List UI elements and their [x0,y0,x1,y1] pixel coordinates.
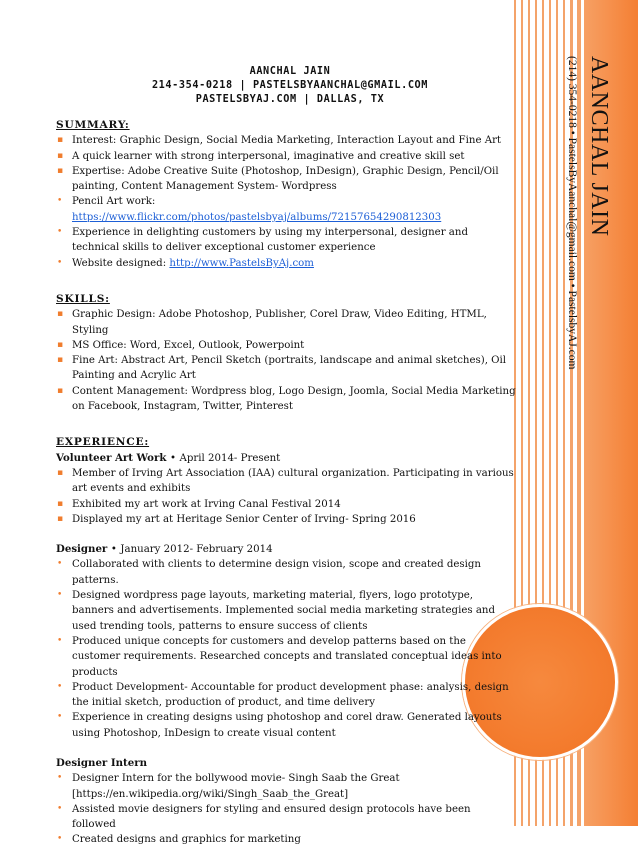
list-item: • Pencil Art work: https://www.flickr.com/photos/pastelsbyaj/albums/72157654290812303 [57,196,442,223]
list-item: ▪ Displayed my art at Heritage Senior Center of Irving- Spring 2016 [56,512,516,527]
list-item: • Designed wordpress page layouts, marketing material, flyers, logo prototype, banners and advertisements. Implemented social media marketing strategies and used trending tools, patterns to ensure success of clients [57,590,495,632]
bullet-icon: • [57,196,63,207]
list-item: • Experience in creating designs using photoshop and corel draw. Generated layouts using Photoshop, InDesign to create visual content [57,712,502,739]
resume-body [56,118,516,848]
job-title: Designer Intern [56,756,147,769]
list-item: ▪ Expertise: Adobe Creative Suite (Photoshop, InDesign), Graphic Design, Pencil/Oil painting, Content Management System- Wordpress [57,165,499,193]
job-duties-list [56,771,516,847]
list-item: ▪ Exhibited my art work at Irving Canal Festival 2014 [56,497,516,512]
list-item: ▪ MS Office: Word, Excel, Outlook, Powerpoint [56,338,516,353]
bullet-icon: • [57,590,63,601]
bullet-icon: ▪ [57,498,64,509]
list-item: ▪ Content Management: Wordpress blog, Logo Design, Joomla, Social Media Marketing on Facebook, Instagram, Twitter, Pinterest [57,385,516,413]
header-name: AANCHAL JAIN [249,66,331,77]
list-item: • Produced unique concepts for customers and develop patterns based on the customer requirements. Researched concepts and translated conceptual ideas into products [57,635,502,678]
job-duties-list [56,466,516,527]
pencil-art-link[interactable]: https://www.flickr.com/photos/pastelsbyaj/albums/72157654290812303 [72,211,442,223]
skills-list [56,307,516,414]
bullet-icon: • [57,227,63,238]
bullet-icon: • [57,712,63,723]
bullet-icon: ▪ [57,309,64,320]
list-item: • Product Development- Accountable for product development phase: analysis, design the initial sketch, production of product, and time delivery [57,681,509,709]
sidebar-contact: (214) 354-0218 • PastelsByAanchal@gmail.com • PastelsbyAJ.com [566,56,578,370]
website-link[interactable]: http://www.PastelsByAj.com [169,257,314,269]
list-item: ▪ A quick learner with strong interpersonal, imaginative and creative skill set [56,149,516,164]
list-item: • Created designs and graphics for marketing [56,832,516,847]
list-item: • Designer Intern for the bollywood movie- Singh Saab the Great [https://en.wikipedia.org/wiki/Singh_Saab_the_Great] [57,773,400,800]
experience-heading: EXPERIENCE: [56,436,150,449]
list-item: • Collaborated with clients to determine design vision, scope and created design patterns. [57,559,481,586]
bullet-icon: • [57,803,63,814]
job-duties-list [56,557,516,741]
list-item: ▪ Member of Irving Art Association (IAA) cultural organization. Participating in various art events and exhibits [57,467,514,495]
header-website-location: PASTELSBYAJ.COM | DALLAS, TX [195,94,385,105]
bullet-icon: ▪ [57,339,64,350]
list-item: ▪ Graphic Design: Adobe Photoshop, Publisher, Corel Draw, Video Editing, HTML, Styling [57,309,487,336]
sidebar-name: AANCHAL JAIN [586,56,612,237]
bullet-icon: • [57,834,63,845]
job-title: Volunteer Art Work • April 2014- Present [56,451,281,464]
list-item: • Assisted movie designers for styling and ensured design protocols have been followed [57,803,471,831]
summary-list [56,133,516,271]
bullet-icon: ▪ [57,135,64,146]
bullet-icon: • [57,773,63,784]
list-item: • Website designed: http://www.PastelsByAj.com [56,256,516,271]
bullet-icon: • [57,559,63,570]
summary-heading: SUMMARY: [56,119,130,131]
header-contact: 214-354-0218 | PASTELSBYAANCHAL@GMAIL.COM [151,80,429,91]
list-item: • Experience in delighting customers by using my interpersonal, designer and technical skills to deliver exceptional customer experience [57,227,468,254]
bullet-icon: • [57,257,63,268]
list-item: ▪ Interest: Graphic Design, Social Media Marketing, Interaction Layout and Fine Art [56,133,516,148]
bullet-icon: • [57,635,63,646]
list-item: ▪ Fine Art: Abstract Art, Pencil Sketch (portraits, landscape and animal sketches), Oil Painting and Acrylic Art [57,355,507,382]
bullet-icon: ▪ [57,513,64,524]
bullet-icon: • [57,681,63,692]
skills-heading: SKILLS: [56,292,110,305]
bullet-icon: ▪ [57,165,64,176]
bullet-icon: ▪ [57,150,64,161]
bullet-icon: ▪ [57,467,64,478]
job-title: Designer • January 2012- February 2014 [56,543,273,556]
bullet-icon: ▪ [57,385,64,396]
bullet-icon: ▪ [57,355,64,366]
